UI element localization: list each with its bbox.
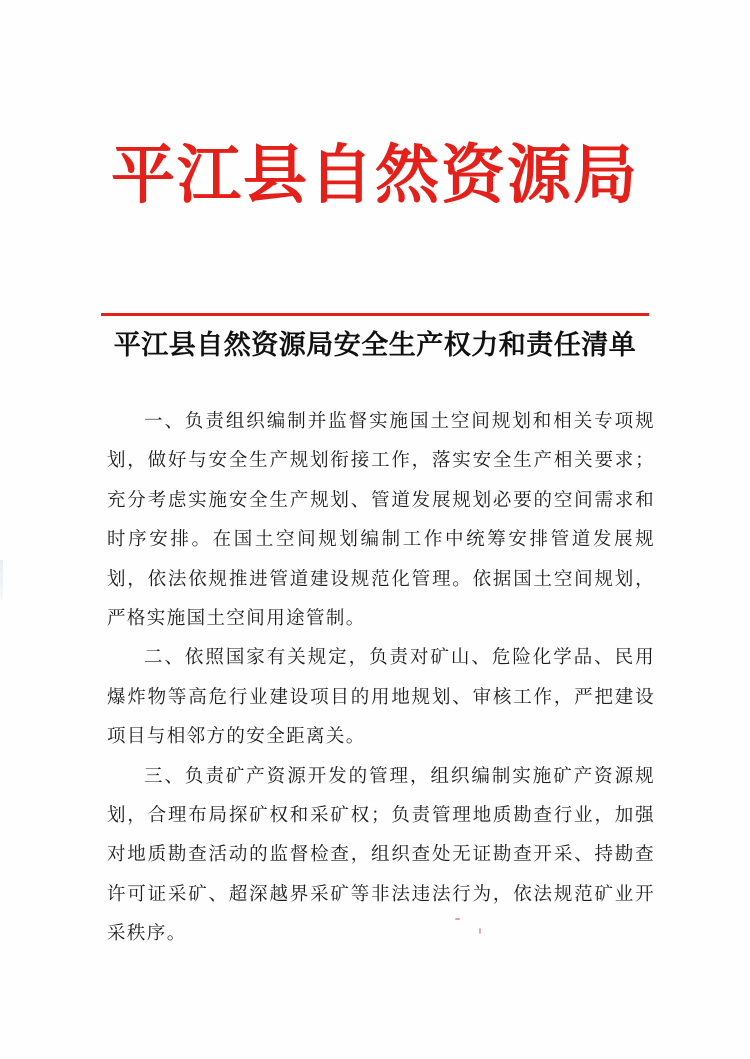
scan-edge-mark: [0, 560, 3, 600]
paragraph-2: 二、依照国家有关规定，负责对矿山、危险化学品、民用爆炸物等高危行业建设项目的用地规划、审核工作，严把建设项目与相邻方的安全距离关。: [107, 647, 655, 748]
document-body: [107, 402, 655, 954]
agency-header-title: 平江县自然资源局: [111, 138, 639, 213]
scan-speck: [455, 918, 460, 920]
document-title: 平江县自然资源局安全生产权力和责任清单: [113, 330, 637, 361]
red-divider-rule: [101, 313, 649, 316]
scan-speck: [479, 928, 481, 934]
paragraph-3: 三、负责矿产资源开发的管理，组织编制实施矿产资源规划，合理布局探矿权和采矿权；负责管理地质勘查行业，加强对地质勘查活动的监督检查，组织查处无证勘查开采、持勘查许可证采矿、超深越界采矿等非法违法行为，依法规范矿业开采秩序。: [107, 765, 655, 945]
paragraph-1: 一、负责组织编制并监督实施国土空间规划和相关专项规划，做好与安全生产规划衔接工作，落实安全生产相关要求；充分考虑实施安全生产规划、管道发展规划必要的空间需求和时序安排。在国土空间规划编制工作中统筹安排管道发展规划，依法依规推进管道建设规范化管理。依据国土空间规划，严格实施国土空间用途管制。: [107, 411, 655, 630]
